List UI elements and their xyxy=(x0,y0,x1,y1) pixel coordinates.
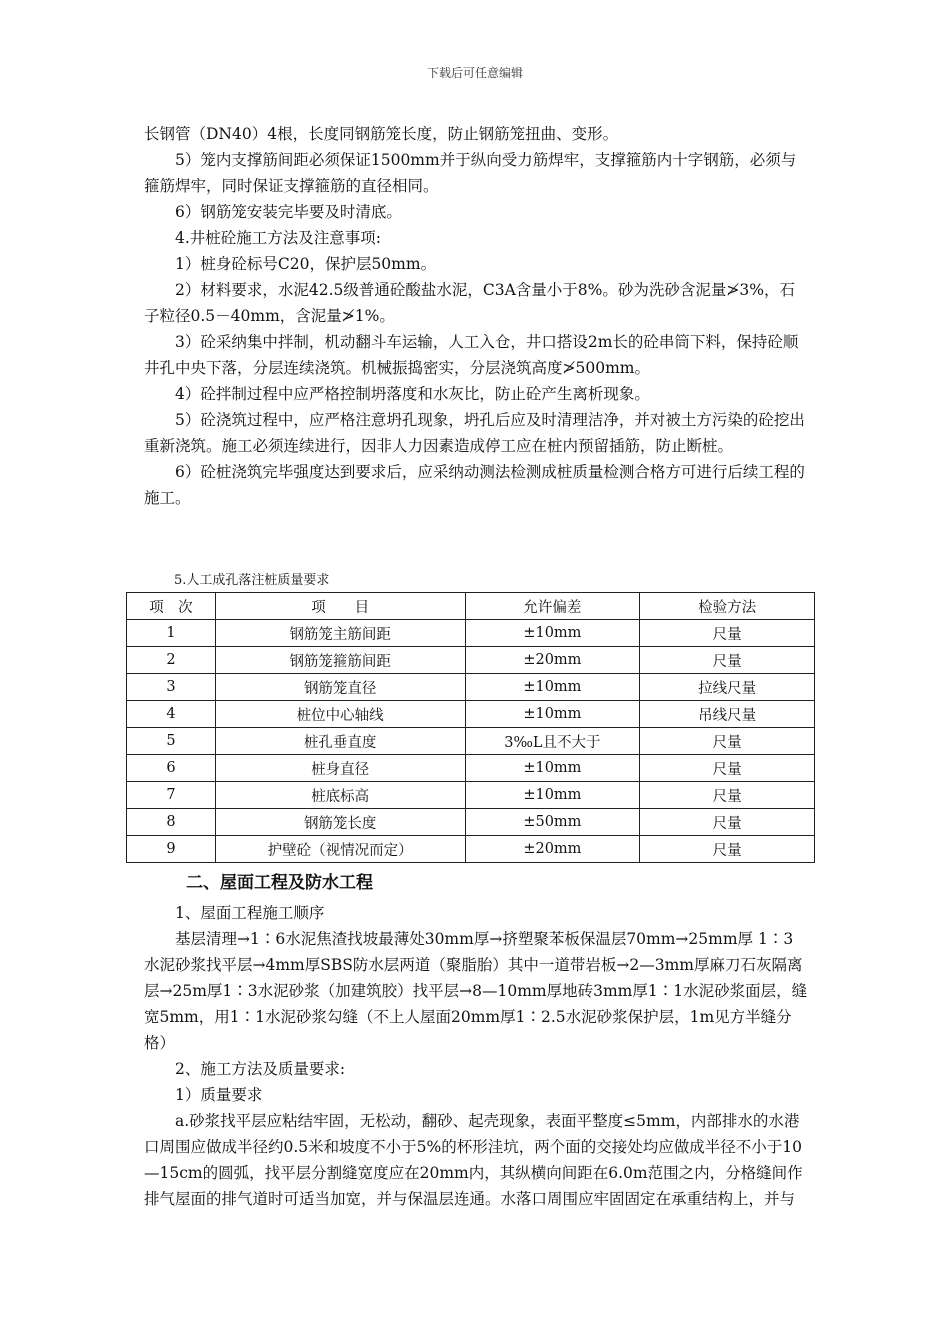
paragraph: 4）砼拌制过程中应严格控制坍落度和水灰比，防止砼产生离析现象。 xyxy=(175,385,650,403)
table-row xyxy=(127,782,815,809)
table-cell: 尺量 xyxy=(640,647,815,674)
paragraph: 5）笼内支撑筋间距必须保证1500mm并于纵向受力筋焊牢，支撑箍筋内十字钢筋，必须与箍筋焊牢，同时保证支撑箍筋的直径相同。 xyxy=(144,151,797,195)
table-cell: 吊线尺量 xyxy=(640,701,815,728)
table-cell: 桩身直径 xyxy=(215,755,465,782)
table-row xyxy=(127,755,815,782)
table-cell: 桩位中心轴线 xyxy=(215,701,465,728)
table-cell: 1 xyxy=(127,620,216,647)
table-cell: ±50mm xyxy=(465,809,640,836)
table-header-cell: 项 目 xyxy=(215,593,465,620)
table-row xyxy=(127,728,815,755)
table-cell: 桩孔垂直度 xyxy=(215,728,465,755)
paragraph: 1）桩身砼标号C20，保护层50mm。 xyxy=(175,255,437,273)
table-cell: 2 xyxy=(127,647,216,674)
table-cell: 尺量 xyxy=(640,728,815,755)
paragraph: 2、施工方法及质量要求: xyxy=(175,1060,346,1078)
table-cell: 桩底标高 xyxy=(215,782,465,809)
table-cell: 6 xyxy=(127,755,216,782)
table-cell: 尺量 xyxy=(640,755,815,782)
table-header-cell: 项 次 xyxy=(127,593,216,620)
paragraph: 6）钢筋笼安装完毕要及时清底。 xyxy=(175,203,402,221)
paragraph: 2）材料要求，水泥42.5级普通砼酸盐水泥，C3A含量小于8%。砂为洗砂含泥量≯3%，石子粒径0.5－40mm，含泥量≯1%。 xyxy=(144,281,795,325)
table-cell: ±10mm xyxy=(465,701,640,728)
paragraph: 1）质量要求 xyxy=(175,1086,263,1104)
table-cell: 护壁砼（视情况而定） xyxy=(215,836,465,863)
table-cell: 8 xyxy=(127,809,216,836)
paragraph: 基层清理→1∶6水泥焦渣找坡最薄处30mm厚→挤塑聚苯板保温层70mm→25mm厚 1∶3水泥砂浆找平层→4mm厚SBS防水层两道（聚脂胎）其中一道带岩板→2—3mm厚麻刀石灰隔离层→25m厚1∶3水泥砂浆（加建筑胶）找平层→8—10mm厚地砖3mm厚1∶1水泥砂浆面层，缝宽5mm，用1∶1水泥砂浆勾缝（不上人屋面20mm厚1∶2.5水泥砂浆保护层，1m见方半缝分格） xyxy=(144,930,808,1052)
table-cell: 尺量 xyxy=(640,782,815,809)
table-header-cell: 检验方法 xyxy=(640,593,815,620)
table-row xyxy=(127,809,815,836)
paragraph: a.砂浆找平层应粘结牢固，无松动，翻砂、起壳现象，表面平整度≤5mm，内部排水的水港口周围应做成半径约0.5米和坡度不小于5%的杯形洼坑，两个面的交接处均应做成半径不小于10—15cm的圆弧，找平层分割缝宽度应在20mm内，其纵横向间距在6.0m范围之内，分格缝间作排气屋面的排气道时可适当加宽，并与保温层连通。水落口周围应牢固固定在承重结构上，并与 xyxy=(144,1112,803,1208)
table-cell: 9 xyxy=(127,836,216,863)
table-cell: ±10mm xyxy=(465,674,640,701)
table-header-row xyxy=(127,593,815,620)
table-row xyxy=(127,620,815,647)
paragraph: 6）砼桩浇筑完毕强度达到要求后，应采纳动测法检测成桩质量检测合格方可进行后续工程的施工。 xyxy=(144,463,805,507)
body-text-section-2 xyxy=(144,870,808,1212)
table-cell: ±10mm xyxy=(465,620,640,647)
table-cell: 3 xyxy=(127,674,216,701)
table-cell: 钢筋笼长度 xyxy=(215,809,465,836)
paragraph: 4.井桩砼施工方法及注意事项: xyxy=(175,229,382,247)
paragraph: 3）砼采纳集中拌制，机动翻斗车运输，人工入仓，井口搭设2m长的砼串筒下料，保持砼顺井孔中央下落，分层连续浇筑。机械振捣密实，分层浇筑高度≯500mm。 xyxy=(144,333,799,377)
quality-table xyxy=(126,572,815,863)
table-cell: ±20mm xyxy=(465,647,640,674)
table-row xyxy=(127,647,815,674)
table-row xyxy=(127,836,815,863)
paragraph: 1、屋面工程施工顺序 xyxy=(175,904,325,922)
table-cell: 拉线尺量 xyxy=(640,674,815,701)
table-cell: 尺量 xyxy=(640,620,815,647)
table-cell: 尺量 xyxy=(640,836,815,863)
table-cell: 3‰L且不大于 xyxy=(465,728,640,755)
table-cell: 4 xyxy=(127,701,216,728)
table-cell: 钢筋笼直径 xyxy=(215,674,465,701)
table-cell: 钢筋笼箍筋间距 xyxy=(215,647,465,674)
table-cell: 7 xyxy=(127,782,216,809)
table-row xyxy=(127,701,815,728)
table-cell: 尺量 xyxy=(640,809,815,836)
table-title: 5.人工成孔落注桩质量要求 xyxy=(174,573,330,588)
page-header: 下载后可任意编辑 xyxy=(426,66,523,80)
table-cell: ±10mm xyxy=(465,782,640,809)
table-cell: ±20mm xyxy=(465,836,640,863)
paragraph: 5）砼浇筑过程中，应严格注意坍孔现象，坍孔后应及时清理洁净，并对被土方污染的砼挖出重新浇筑。施工必须连续进行，因非人力因素造成停工应在桩内预留插筋，防止断桩。 xyxy=(144,411,805,455)
paragraph: 长钢管（DN40）4根，长度同钢筋笼长度，防止钢筋笼扭曲、变形。 xyxy=(144,125,619,143)
table-cell: 5 xyxy=(127,728,216,755)
table-cell: 钢筋笼主筋间距 xyxy=(215,620,465,647)
section-title: 二、屋面工程及防水工程 xyxy=(186,873,373,893)
table-cell: ±10mm xyxy=(465,755,640,782)
table-header-cell: 允许偏差 xyxy=(465,593,640,620)
body-text-section-1 xyxy=(144,121,808,511)
table-row xyxy=(127,674,815,701)
